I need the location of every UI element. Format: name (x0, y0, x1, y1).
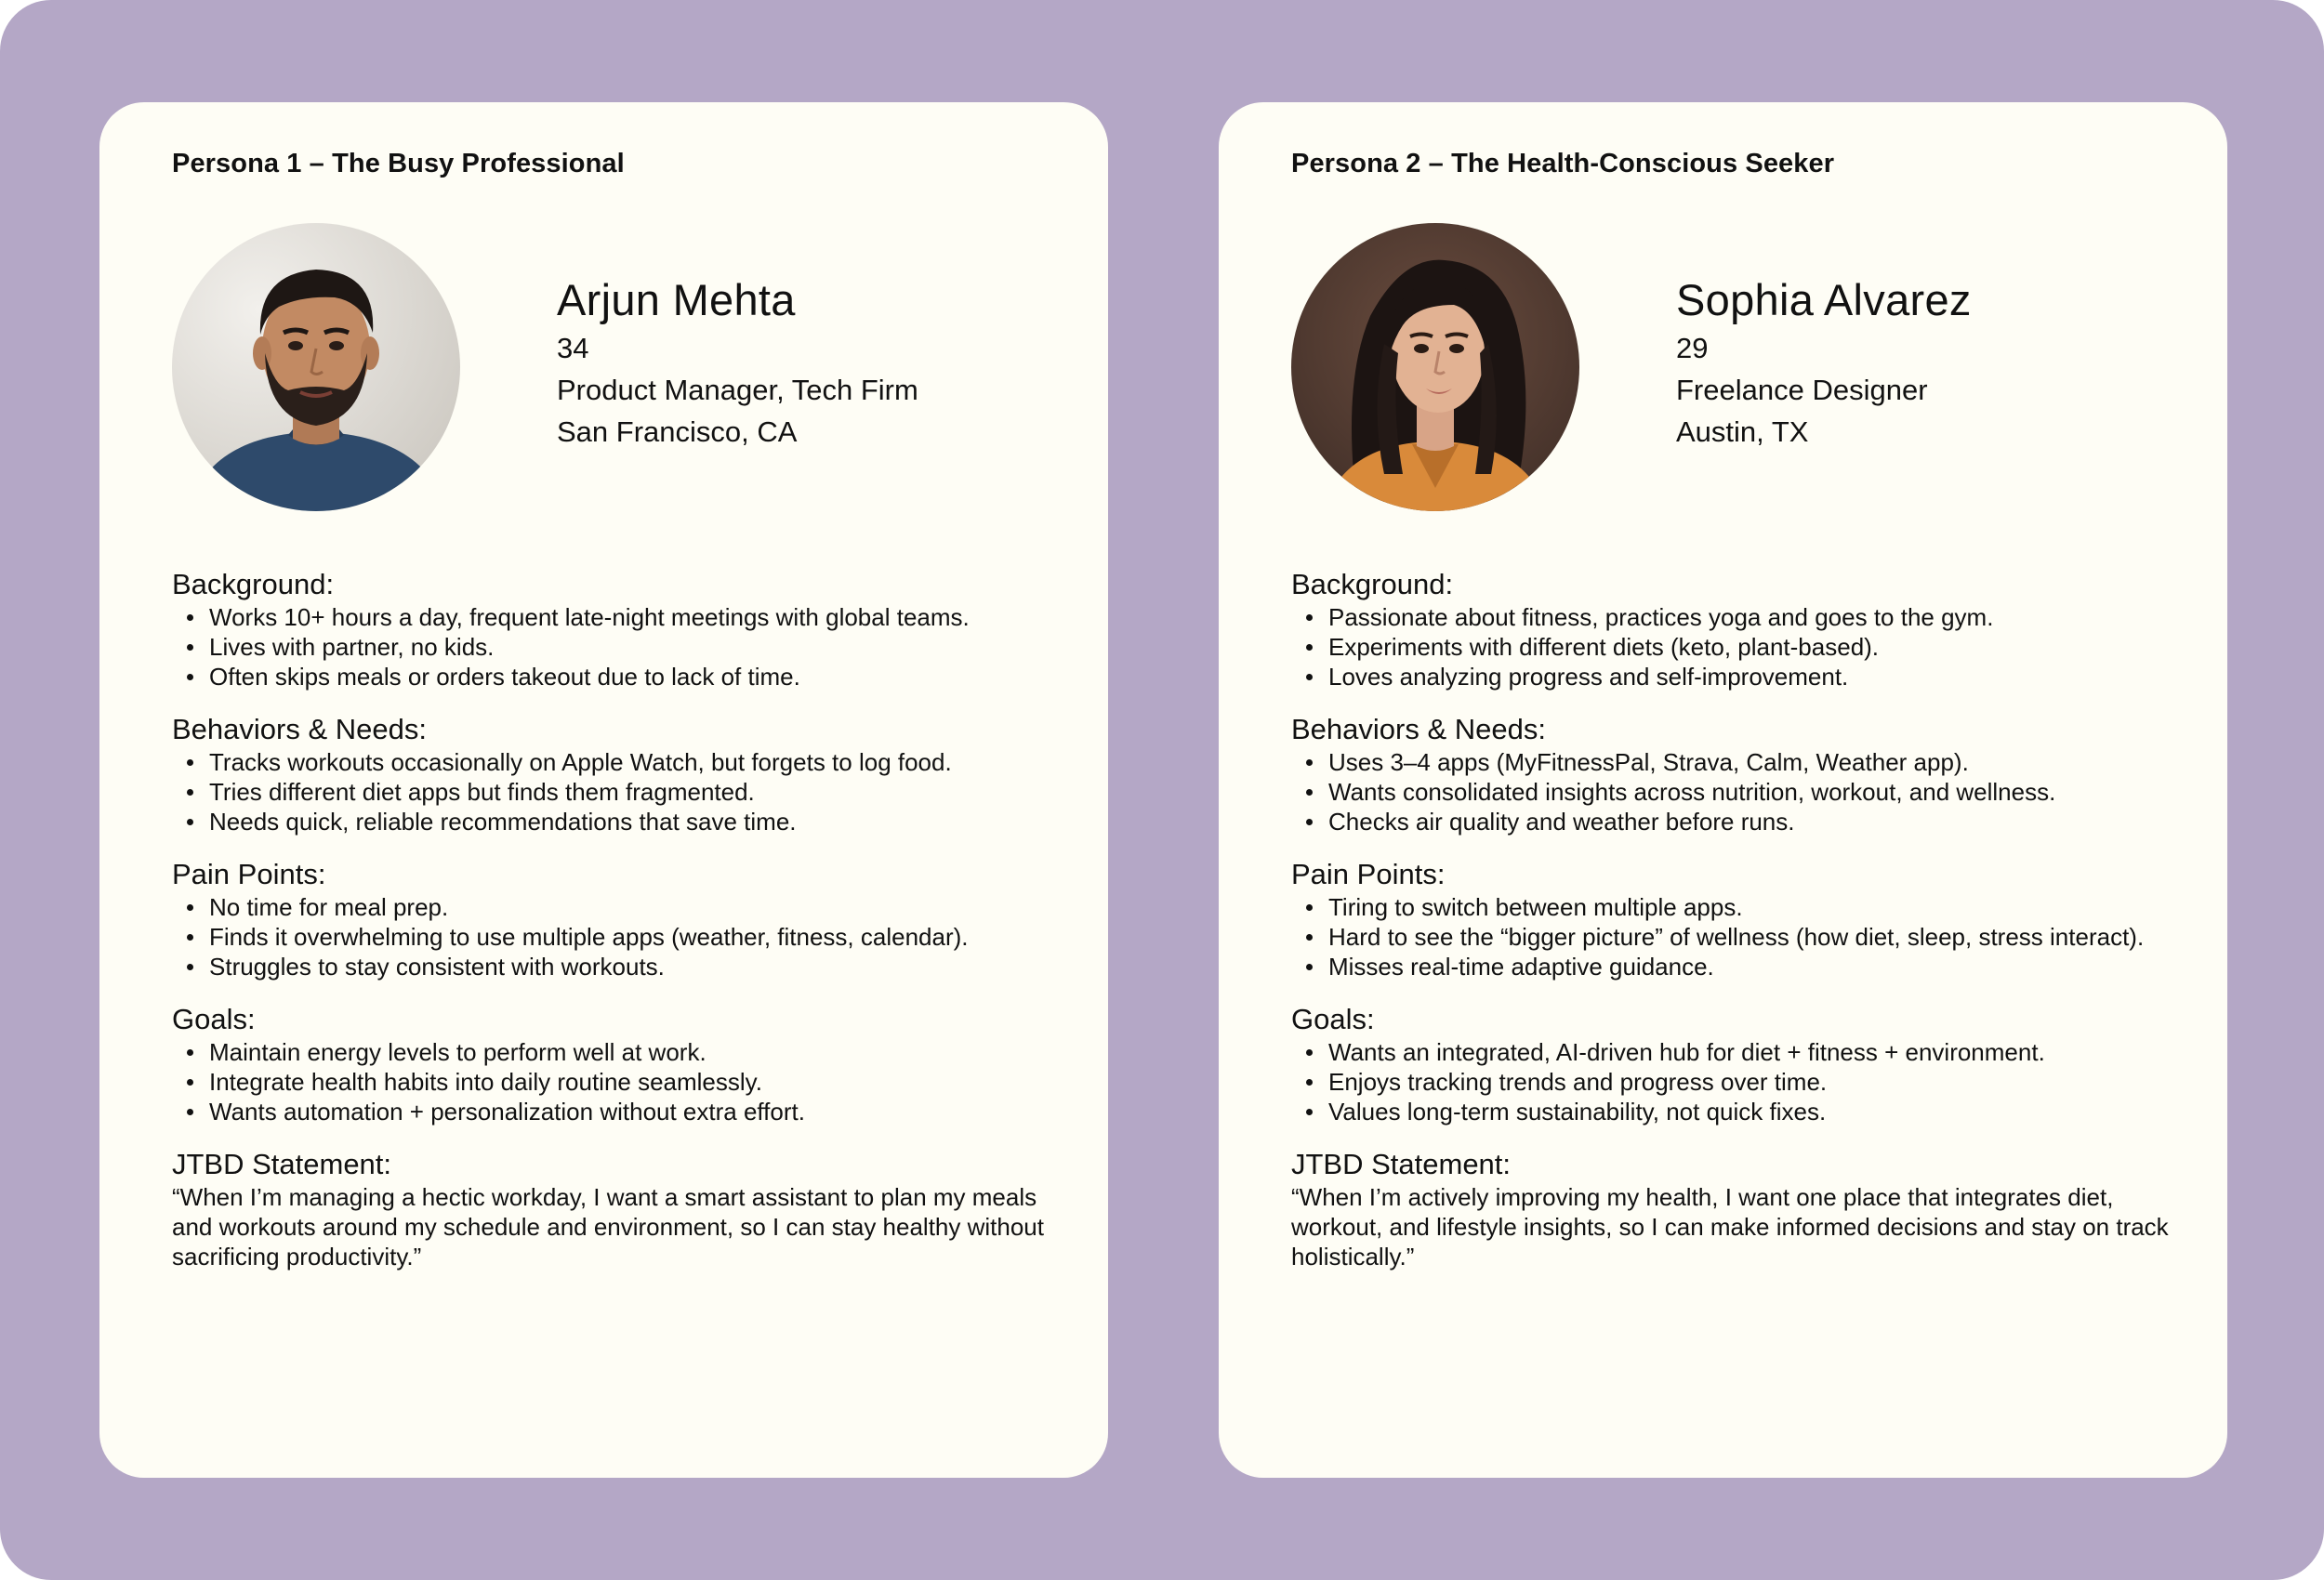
section-heading: Background: (172, 568, 335, 600)
persona-location: San Francisco, CA (557, 415, 798, 449)
persona-title: Persona 2 – The Health-Conscious Seeker (1291, 149, 1835, 178)
list-item: Misses real-time adaptive guidance. (1328, 952, 2172, 981)
persona-card-2 (1219, 102, 2227, 1478)
persona-role: Freelance Designer (1676, 374, 1928, 407)
list-item: Integrate health habits into daily routine seamlessly. (209, 1067, 1052, 1097)
list-item: Often skips meals or orders takeout due to lack of time. (209, 662, 1052, 691)
list-item: Wants consolidated insights across nutrition, workout, and wellness. (1328, 777, 2172, 807)
jtbd-statement: “When I’m actively improving my health, I want one place that integrates diet, workout, and lifestyle insights, so I can make informed decisions and stay on track holistically.” (1291, 1183, 2169, 1271)
persona-name: Arjun Mehta (557, 275, 796, 324)
section-heading: Pain Points: (1291, 858, 1446, 890)
list-item: No time for meal prep. (209, 892, 1052, 922)
goals-section (1291, 1002, 2172, 1126)
persona-photo (1291, 223, 1579, 511)
woman-portrait-photo-icon (1291, 223, 1579, 511)
list-item: Hard to see the “bigger picture” of wellness (how diet, sleep, stress interact). (1328, 922, 2172, 952)
list-item: Wants automation + personalization without extra effort. (209, 1097, 1052, 1126)
persona-location: Austin, TX (1676, 415, 1809, 449)
list-item: Works 10+ hours a day, frequent late-night meetings with global teams. (209, 602, 1052, 632)
persona-card-1 (99, 102, 1108, 1478)
section-heading: JTBD Statement: (172, 1148, 392, 1180)
list-item: Tracks workouts occasionally on Apple Watch, but forgets to log food. (209, 747, 1052, 777)
list-item: Needs quick, reliable recommendations that save time. (209, 807, 1052, 836)
section-heading: Pain Points: (172, 858, 326, 890)
jtbd-section (1291, 1147, 2172, 1271)
pain-points-section (1291, 857, 2172, 981)
list-item: Tries different diet apps but finds them fragmented. (209, 777, 1052, 807)
jtbd-section (172, 1147, 1052, 1271)
background-section (1291, 567, 2172, 691)
list-item: Passionate about fitness, practices yoga and goes to the gym. (1328, 602, 2172, 632)
persona-details (1291, 567, 2172, 1292)
persona-age: 34 (557, 332, 589, 365)
persona-age: 29 (1676, 332, 1709, 365)
section-heading: Background: (1291, 568, 1454, 600)
persona-role: Product Manager, Tech Firm (557, 374, 918, 407)
list-item: Experiments with different diets (keto, plant-based). (1328, 632, 2172, 662)
persona-name: Sophia Alvarez (1676, 275, 1972, 324)
section-heading: Goals: (172, 1003, 256, 1035)
list-item: Uses 3–4 apps (MyFitnessPal, Strava, Calm, Weather app). (1328, 747, 2172, 777)
persona-photo (172, 223, 460, 511)
man-portrait-photo-icon (172, 223, 460, 511)
section-heading: JTBD Statement: (1291, 1148, 1512, 1180)
persona-identity (1676, 275, 1972, 453)
goals-section (172, 1002, 1052, 1126)
section-heading: Behaviors & Needs: (172, 713, 427, 745)
list-item: Enjoys tracking trends and progress over time. (1328, 1067, 2172, 1097)
behaviors-section (1291, 712, 2172, 836)
persona-details (172, 567, 1052, 1292)
list-item: Lives with partner, no kids. (209, 632, 1052, 662)
pain-points-section (172, 857, 1052, 981)
jtbd-statement: “When I’m managing a hectic workday, I want a smart assistant to plan my meals and workouts around my schedule and environment, so I can stay healthy without sacrificing productivity.” (172, 1183, 1044, 1271)
list-item: Tiring to switch between multiple apps. (1328, 892, 2172, 922)
persona-title: Persona 1 – The Busy Professional (172, 149, 625, 178)
list-item: Values long-term sustainability, not quick fixes. (1328, 1097, 2172, 1126)
section-heading: Goals: (1291, 1003, 1375, 1035)
behaviors-section (172, 712, 1052, 836)
list-item: Finds it overwhelming to use multiple apps (weather, fitness, calendar). (209, 922, 1052, 952)
list-item: Wants an integrated, AI-driven hub for diet + fitness + environment. (1328, 1037, 2172, 1067)
persona-identity (557, 275, 918, 453)
list-item: Maintain energy levels to perform well at work. (209, 1037, 1052, 1067)
list-item: Checks air quality and weather before runs. (1328, 807, 2172, 836)
section-heading: Behaviors & Needs: (1291, 713, 1546, 745)
background-section (172, 567, 1052, 691)
list-item: Struggles to stay consistent with workouts. (209, 952, 1052, 981)
list-item: Loves analyzing progress and self-improvement. (1328, 662, 2172, 691)
